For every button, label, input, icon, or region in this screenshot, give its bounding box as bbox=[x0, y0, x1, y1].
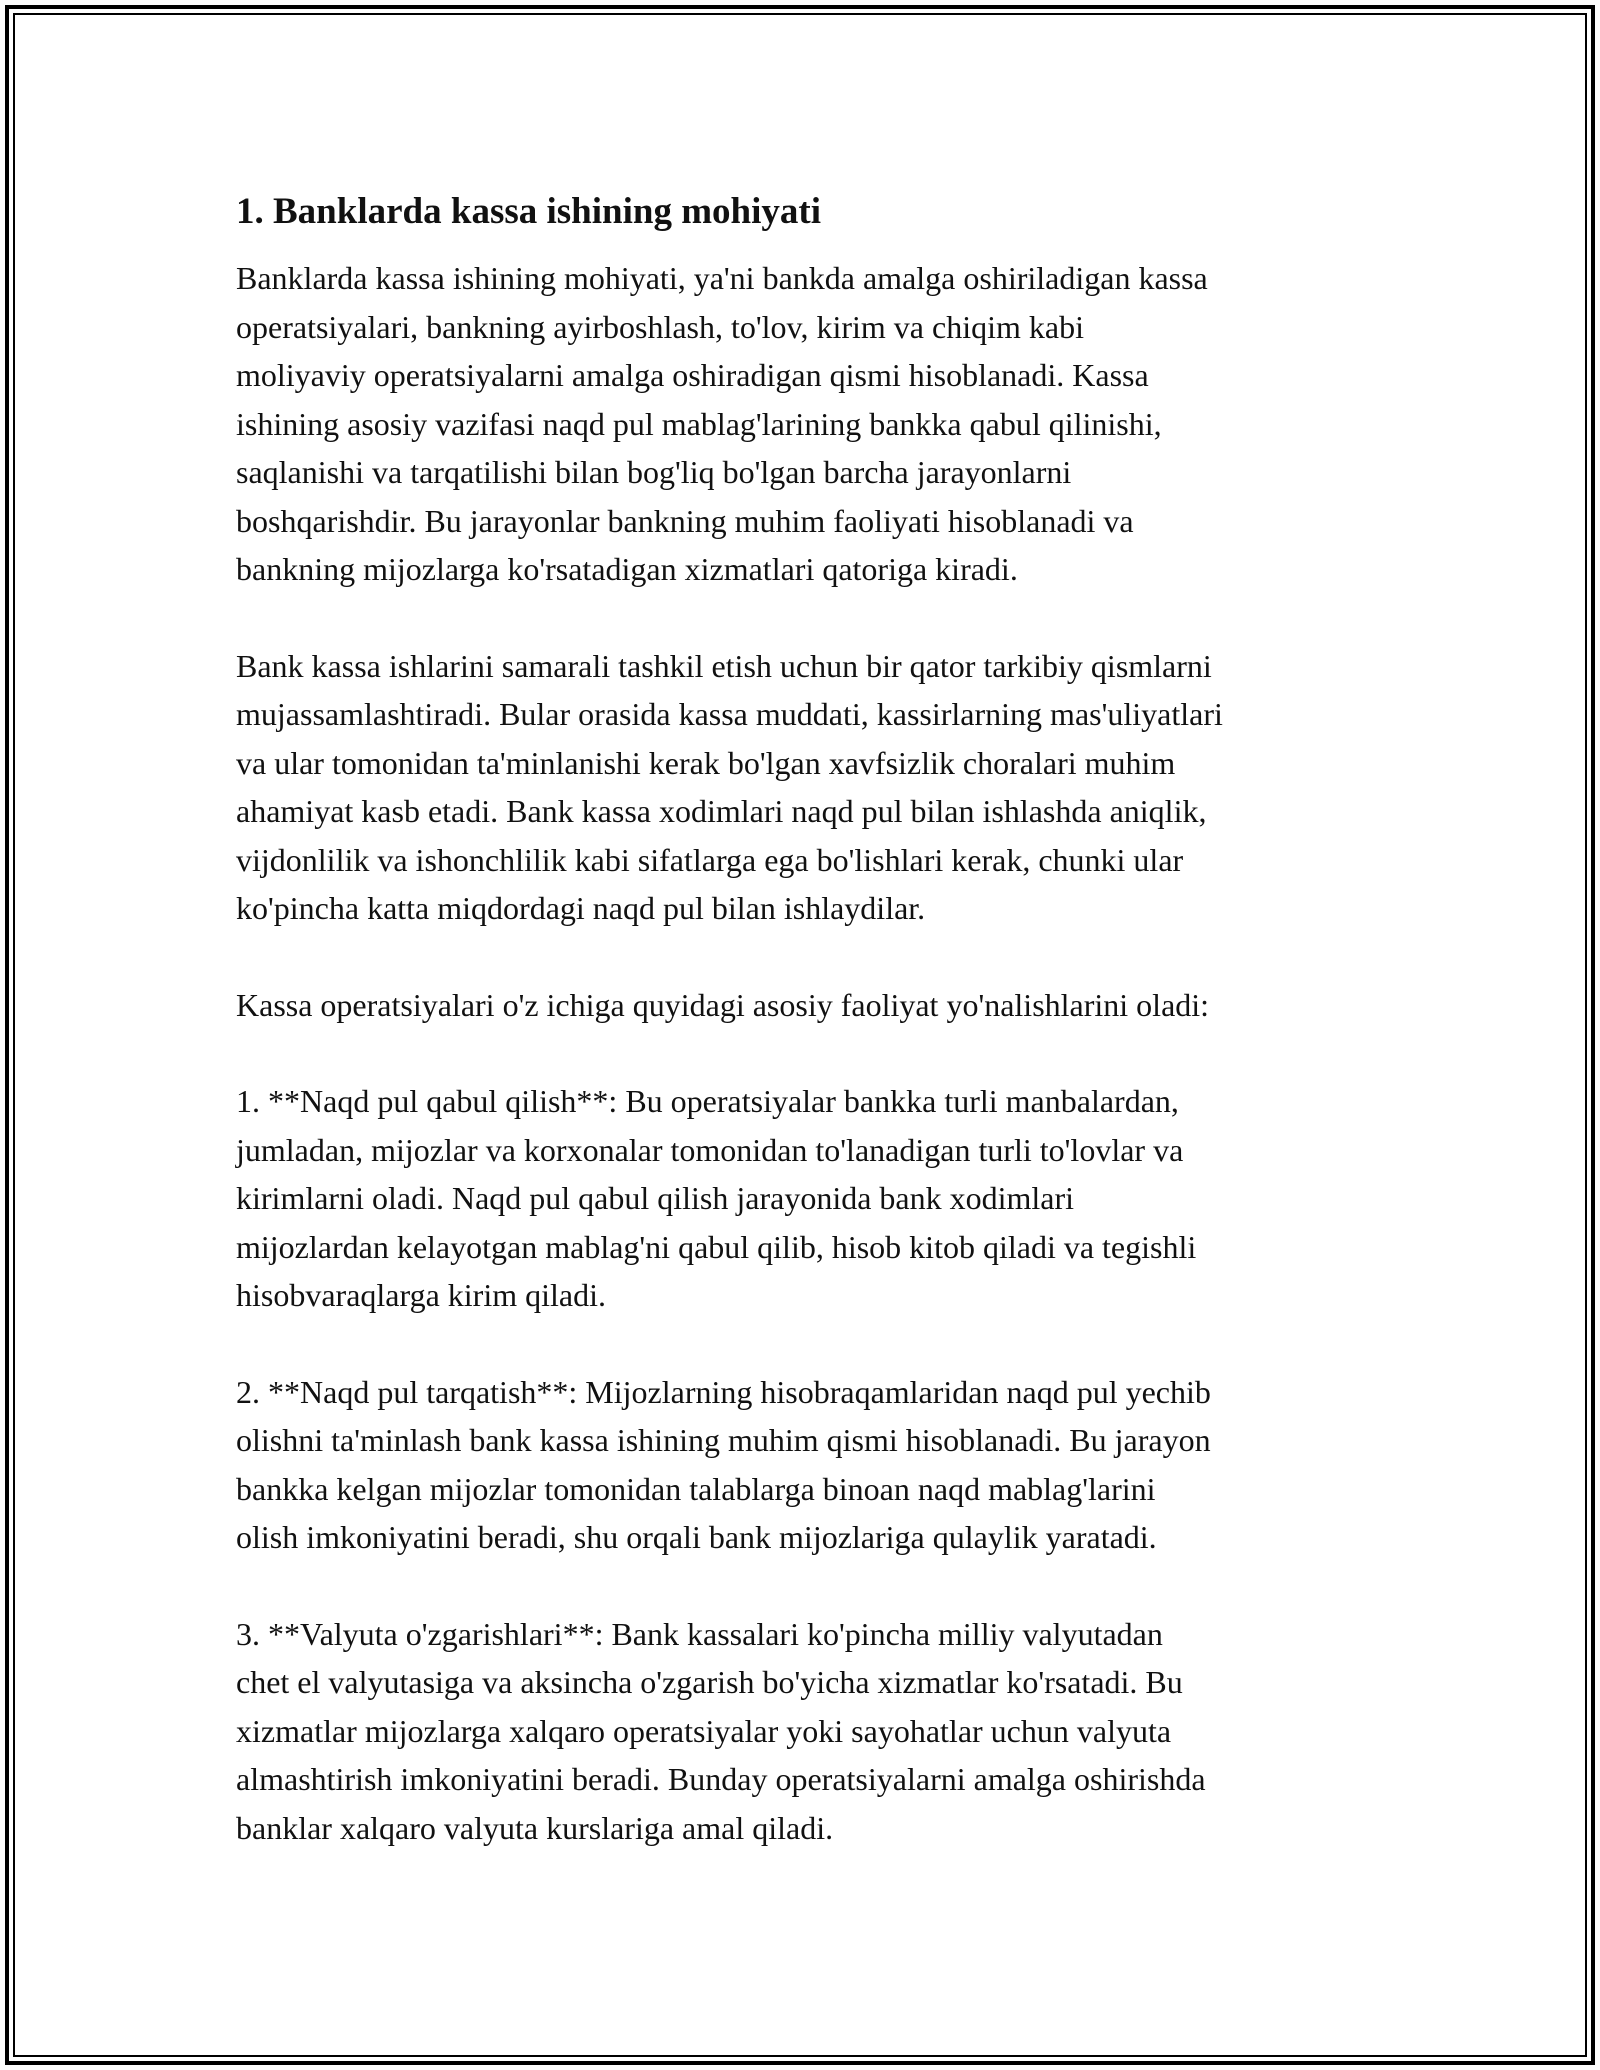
paragraph-organization: Bank kassa ishlarini samarali tashkil etish uchun bir qator tarkibiy qismlarni mujassamlashtiradi. Bular orasida kassa muddati, kassirlarning mas'uliyatlari va ular tomonidan ta'minlanishi kerak bo'lgan xavfsizlik choralari muhim ahamiyat kasb etadi. Bank kassa xodimlari naqd pul bilan ishlashda aniqlik, vijdonlilik va ishonchlilik kabi sifatlarga ega bo'lishlari kerak, chunki ular ko'pincha katta miqdordagi naqd pul bilan ishlaydilar. bbox=[236, 647, 1223, 926]
list-item-cash-distribution: 2. **Naqd pul tarqatish**: Mijozlarning hisobraqamlaridan naqd pul yechib olishni ta'minlash bank kassa ishining muhim qismi hisoblanadi. Bu jarayon bankka kelgan mijozlar tomonidan talablarga binoan naqd mablag'larini olish imkoniyatini beradi, shu orqali bank mijozlariga qulaylik yaratadi. bbox=[236, 1373, 1211, 1555]
list-item-currency-exchange: 3. **Valyuta o'zgarishlari**: Bank kassalari ko'pincha milliy valyutadan chet el valyutasiga va aksincha o'zgarish bo'yicha xizmatlar ko'rsatadi. Bu xizmatlar mijozlarga xalqaro operatsiyalar yoki sayohatlar uchun valyuta almashtirish imkoniyatini beradi. Bunday operatsiyalarni amalga oshirishda banklar xalqaro valyuta kurslariga amal qiladi. bbox=[236, 1615, 1206, 1846]
paragraph-intro: Banklarda kassa ishining mohiyati, ya'ni bankda amalga oshiriladigan kassa operatsiyalari, bankning ayirboshlash, to'lov, kirim va chiqim kabi moliyaviy operatsiyalarni amalga oshiradigan qismi hisoblanadi. Kassa ishining asosiy vazifasi naqd pul mablag'larining bankka qabul qilinishi, saqlanishi va tarqatilishi bilan bog'liq bo'lgan barcha jarayonlarni boshqarishdir. Bu jarayonlar bankning muhim faoliyati hisoblanadi va bankning mijozlarga ko'rsatadigan xizmatlari qatoriga kiradi. bbox=[236, 260, 1208, 587]
document-body bbox=[236, 188, 1386, 1900]
list-item-cash-receipt: 1. **Naqd pul qabul qilish**: Bu operatsiyalar bankka turli manbalardan, jumladan, mijozlar va korxonalar tomonidan to'lanadigan turli to'lovlar va kirimlarni oladi. Naqd pul qabul qilish jarayonida bank xodimlari mijozlardan kelayotgan mablag'ni qabul qilib, hisob kitob qiladi va tegishli hisobvaraqlarga kirim qiladi. bbox=[236, 1083, 1197, 1313]
paragraph-list-intro: Kassa operatsiyalari o'z ichiga quyidagi asosiy faoliyat yo'nalishlarini oladi: bbox=[236, 986, 1210, 1023]
section-heading: 1. Banklarda kassa ishining mohiyati bbox=[236, 191, 821, 232]
